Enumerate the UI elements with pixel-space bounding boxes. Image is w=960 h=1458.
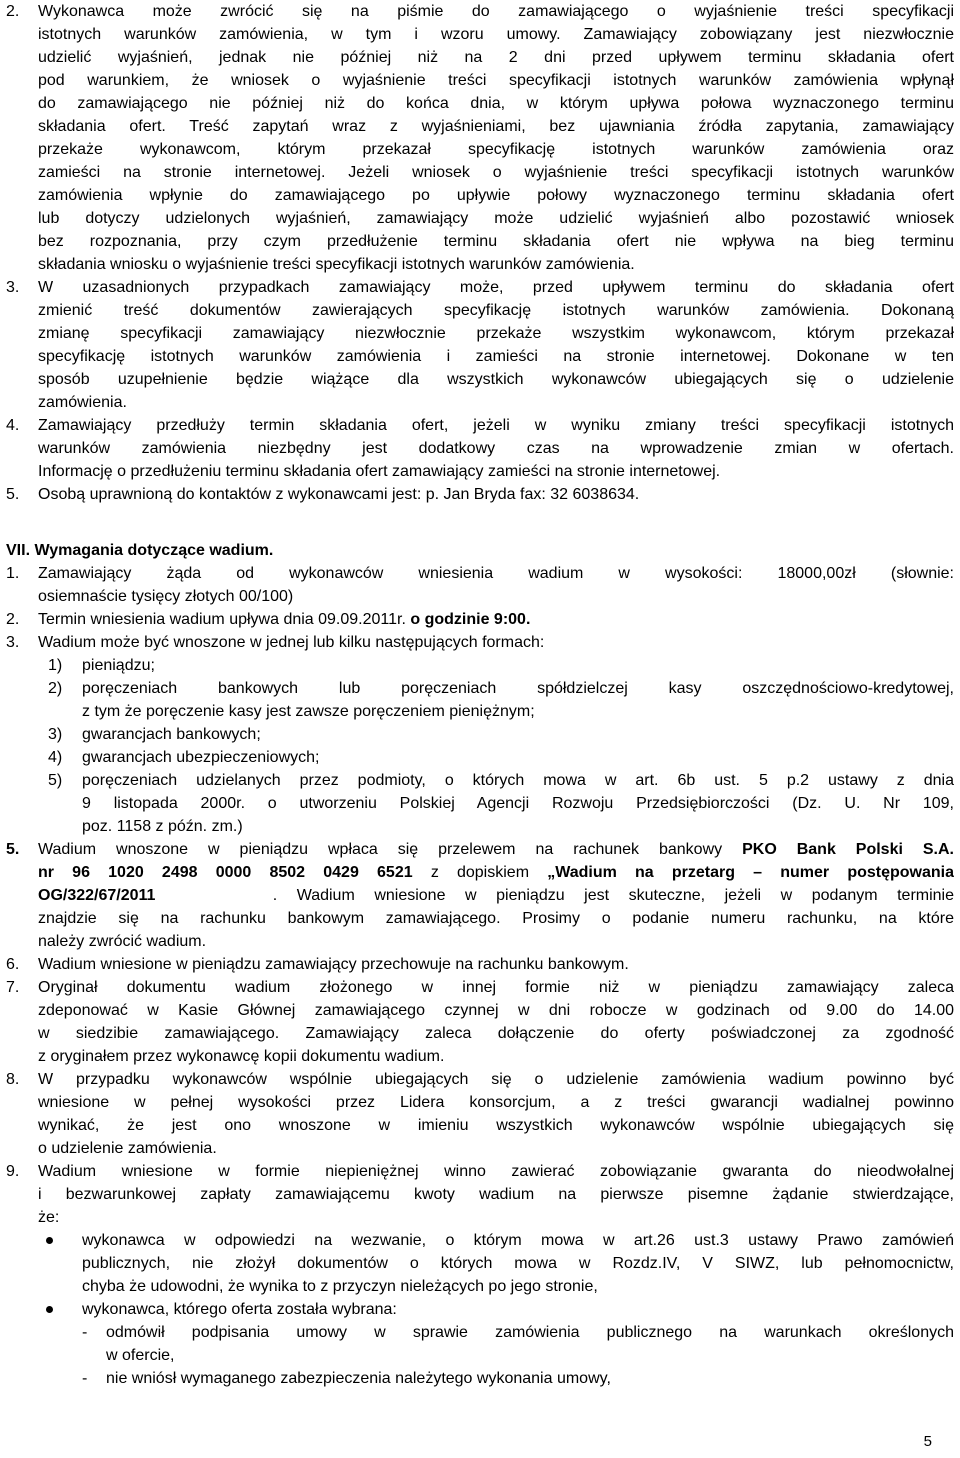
- list-item: [6, 414, 954, 437]
- list-item: [6, 483, 954, 506]
- bullet-text: wykonawca w odpowiedzi na wezwanie, o którym mowa w art.26 ust.3 ustawy Prawo zamówień: [82, 1232, 954, 1249]
- item-number: 7.: [6, 979, 20, 996]
- form-text: gwarancjach bankowych;: [82, 726, 261, 743]
- paragraph-line: przekaże wykonawcom, którym przekazał specyfikację istotnych warunków zamówienia oraz: [38, 141, 954, 158]
- dash-text: nie wniósł wymaganego zabezpieczenia należytego wykonania umowy,: [106, 1370, 611, 1387]
- paragraph-line: i bezwarunkowej zapłaty zamawiającemu kwoty wadium na pierwsze pisemne żądanie stwierdzające,: [38, 1186, 954, 1203]
- list-item: [6, 953, 954, 976]
- list-item: [6, 631, 954, 654]
- list-item: [6, 0, 954, 23]
- form-number: 4): [48, 749, 63, 766]
- paragraph-line: z oryginałem przez wykonawcę kopii dokumentu wadium.: [38, 1048, 445, 1065]
- list-item: [6, 608, 954, 631]
- item-number: 9.: [6, 1163, 20, 1180]
- paragraph-line: istotnych warunków zamówienia, w tym i wzoru umowy. Zamawiający zobowiązany jest niezwłocznie: [38, 26, 954, 43]
- list-item: [6, 976, 954, 999]
- bullet-text: wykonawca, którego oferta została wybrana:: [82, 1301, 397, 1318]
- form-item: [6, 769, 954, 792]
- item-number: 2.: [6, 611, 20, 628]
- paragraph-line: zamówienia.: [38, 394, 127, 411]
- item-number: 3.: [6, 634, 20, 651]
- deadline-text: Termin wniesienia wadium upływa dnia 09.09.2011r.: [38, 611, 406, 628]
- paragraph-line: do zamawiającego nie później niż do końca dnia, w którym upływa połowa wyznaczonego terminu: [38, 95, 954, 112]
- paragraph-line: o udzielenie zamówienia.: [38, 1140, 217, 1157]
- paragraph-line: należy zwrócić wadium.: [38, 933, 207, 950]
- form-text: poz. 1158 z późn. zm.): [82, 818, 243, 835]
- paragraph-line: sposób uzupełnienie będzie wiążące dla wszystkich wykonawców ubiegających się o udzielenie: [38, 371, 954, 388]
- paragraph-line: Informację o przedłużeniu terminu składania ofert zamawiający zamieści na stronie internetowej.: [38, 463, 721, 480]
- paragraph-line: osiemnaście tysięcy złotych 00/100): [38, 588, 294, 605]
- list-item: [6, 276, 954, 299]
- dash-marker: -: [82, 1324, 88, 1341]
- paragraph-line: wniesione w pełnej wysokości przez Lidera konsorcjum, a z treści gwarancji wadialnej powinno: [38, 1094, 954, 1111]
- transfer-text: Wadium wnoszone w pieniądzu wpłaca się przelewem na rachunek bankowy: [38, 841, 723, 858]
- form-text: pieniądzu;: [82, 657, 155, 674]
- list-item: [6, 1160, 954, 1183]
- deadline-end: .: [525, 611, 531, 628]
- form-text: 9 listopada 2000r. o utworzeniu Polskiej Agencji Rozwoju Przedsiębiorczości (Dz. U. Nr 109,: [82, 795, 954, 812]
- transfer-title: „Wadium na przetarg – numer postępowania: [547, 864, 954, 881]
- paragraph-line: lub dotyczy udzielonych wyjaśnień, zamawiający może udzielić wyjaśnień albo pozostawić wniosek: [38, 210, 954, 227]
- form-number: 3): [48, 726, 63, 743]
- bullet-text: publicznych, nie złożył dokumentów o których mowa w Rozdz.IV, V SIWZ, lub pełnomocnictw,: [82, 1255, 954, 1272]
- paragraph-line: Wykonawca może zwrócić się na piśmie do zamawiającego o wyjaśnienie treści specyfikacji: [38, 3, 954, 20]
- paragraph-line: Wadium wniesione w pieniądzu zamawiający przechowuje na rachunku bankowym.: [38, 956, 629, 973]
- paragraph-line: że:: [38, 1209, 60, 1226]
- bank-name: PKO Bank Polski S.A.: [742, 841, 954, 858]
- paragraph-line: w siedzibie zamawiającego. Zamawiający zaleca dołączenie do oferty poświadczonej za zgodność: [38, 1025, 954, 1042]
- item-number: 6.: [6, 956, 20, 973]
- page-number: 5: [923, 1433, 932, 1450]
- dash-text: odmówił podpisania umowy w sprawie zamówienia publicznego na warunkach określonych: [106, 1324, 954, 1341]
- bullet-icon: [46, 1237, 53, 1244]
- paragraph-line: Wadium może być wnoszone w jednej lub kilku następujących formach:: [38, 634, 545, 651]
- paragraph-line: wynikać, że jest ono wnoszone w imieniu wszystkich wykonawców wspólnie ubiegających się: [38, 1117, 954, 1134]
- bullet-text: chyba że udowodni, że wynika to z przyczyn nieleżących po jego stronie,: [82, 1278, 598, 1295]
- form-text: gwarancjach ubezpieczeniowych;: [82, 749, 320, 766]
- item-number: 4.: [6, 417, 20, 434]
- bullet-item: [6, 1229, 954, 1252]
- paragraph-line: zamieści na stronie internetowej. Jeżeli wniosek o wyjaśnienie treści specyfikacji istotnych warunków: [38, 164, 954, 181]
- paragraph-line: warunków zamówienia niezbędny jest dodatkowy czas na wprowadzenie zmian w ofertach.: [38, 440, 954, 457]
- dash-item: [6, 1321, 954, 1344]
- dash-item: [6, 1367, 954, 1390]
- dash-marker: -: [82, 1370, 88, 1387]
- paragraph-line: bez rozpoznania, przy czym przedłużenie terminu składania ofert nie wpływa na bieg terminu: [38, 233, 954, 250]
- item-number: 5.: [6, 841, 20, 858]
- paragraph-line: Wadium wniesione w formie niepieniężnej winno zawierać zobowiązanie gwaranta do nieodwołalnej: [38, 1163, 954, 1180]
- procedure-number: OG/322/67/2011: [38, 887, 156, 904]
- list-item: [6, 1068, 954, 1091]
- form-item: [6, 677, 954, 700]
- section-heading: VII. Wymagania dotyczące wadium.: [6, 542, 274, 559]
- contact-line: Osobą uprawnioną do kontaktów z wykonawcami jest: p. Jan Bryda fax: 32 6038634.: [38, 486, 640, 503]
- wadium-section: [6, 539, 954, 1390]
- paragraph-line: Zamawiający żąda od wykonawców wniesienia wadium w wysokości: 18000,00zł (słownie:: [38, 565, 954, 582]
- item-number: 1.: [6, 565, 20, 582]
- paragraph-line: [38, 884, 954, 907]
- form-item: [6, 723, 954, 746]
- paragraph-line: składania ofert. Treść zapytań wraz z wyjaśnieniami, bez ujawniania źródła zapytania, zamawiający: [38, 118, 954, 135]
- item-number: 5.: [6, 486, 20, 503]
- form-number: 1): [48, 657, 63, 674]
- paragraph-line: [38, 838, 954, 861]
- item-number: 8.: [6, 1071, 20, 1088]
- paragraph-line: znajdzie się na rachunku bankowym zamawiającego. Prosimy o podanie numeru rachunku, na które: [38, 910, 954, 927]
- validity-text: . Wadium wniesione w pieniądzu jest skuteczne, jeżeli w podanym terminie: [272, 887, 954, 904]
- annotation-label: z dopiskiem: [430, 864, 530, 881]
- deadline-time: o godzinie 9:00: [410, 611, 526, 628]
- paragraph-line: specyfikację istotnych warunków zamówienia i zamieści na stronie internetowej. Dokonane w ten: [38, 348, 954, 365]
- form-number: 2): [48, 680, 63, 697]
- list-item: [6, 562, 954, 585]
- paragraph-line: pod warunkiem, że wniosek o wyjaśnienie treści specyfikacji istotnych warunków zamówienia wpłynął: [38, 72, 954, 89]
- paragraph-line: zdeponować w Kasie Głównej zamawiającego czynnej w dni robocze w godzinach od 9.00 do 14.00: [38, 1002, 954, 1019]
- form-text: z tym że poręczenie kasy jest zawsze poręczeniem pieniężnym;: [82, 703, 535, 720]
- paragraph-line: Zamawiający przedłuży termin składania ofert, jeżeli w wyniku zmiany treści specyfikacji istotnych: [38, 417, 954, 434]
- item-number: 2.: [6, 3, 20, 20]
- form-text: poręczeniach udzielanych przez podmioty, o których mowa w art. 6b ust. 5 p.2 ustawy z dnia: [82, 772, 954, 789]
- paragraph-line: W uzasadnionych przypadkach zamawiający może, przed upływem terminu do składania ofert: [38, 279, 954, 296]
- paragraph-line: [38, 861, 954, 884]
- paragraph-line: zamówienia wpłynie do zamawiającego po upływie połowy wyznaczonego terminu składania ofert: [38, 187, 954, 204]
- item-number: 3.: [6, 279, 20, 296]
- paragraph-line: zmienić treść dokumentów zawierających specyfikację istotnych warunków zamówienia. Dokonaną: [38, 302, 954, 319]
- paragraph-line: W przypadku wykonawców wspólnie ubiegających się o udzielenie zamówienia wadium powinno być: [38, 1071, 954, 1088]
- list-item: [6, 838, 954, 861]
- dash-text: w ofercie,: [106, 1347, 175, 1364]
- form-item: [6, 746, 954, 769]
- paragraph-line: Oryginał dokumentu wadium złożonego w innej formie niż w pieniądzu zamawiający zaleca: [38, 979, 954, 996]
- clarification-section: [6, 0, 954, 506]
- form-number: 5): [48, 772, 63, 789]
- paragraph-line: udzielić wyjaśnień, jednak nie później niż na 2 dni przed upływem terminu składania ofert: [38, 49, 954, 66]
- paragraph-line: [38, 608, 954, 631]
- form-item: [6, 654, 954, 677]
- bullet-icon: [46, 1306, 53, 1313]
- account-number: nr 96 1020 2498 0000 8502 0429 6521: [38, 864, 413, 881]
- bullet-item: [6, 1298, 954, 1321]
- paragraph-line: zmianę specyfikacji zamawiający niezwłocznie przekaże wszystkim wykonawcom, którym przekazał: [38, 325, 954, 342]
- paragraph-line: składania wniosku o wyjaśnienie treści specyfikacji istotnych warunków zamówienia.: [38, 256, 635, 273]
- form-text: poręczeniach bankowych lub poręczeniach spółdzielczej kasy oszczędnościowo-kredytowej,: [82, 680, 954, 697]
